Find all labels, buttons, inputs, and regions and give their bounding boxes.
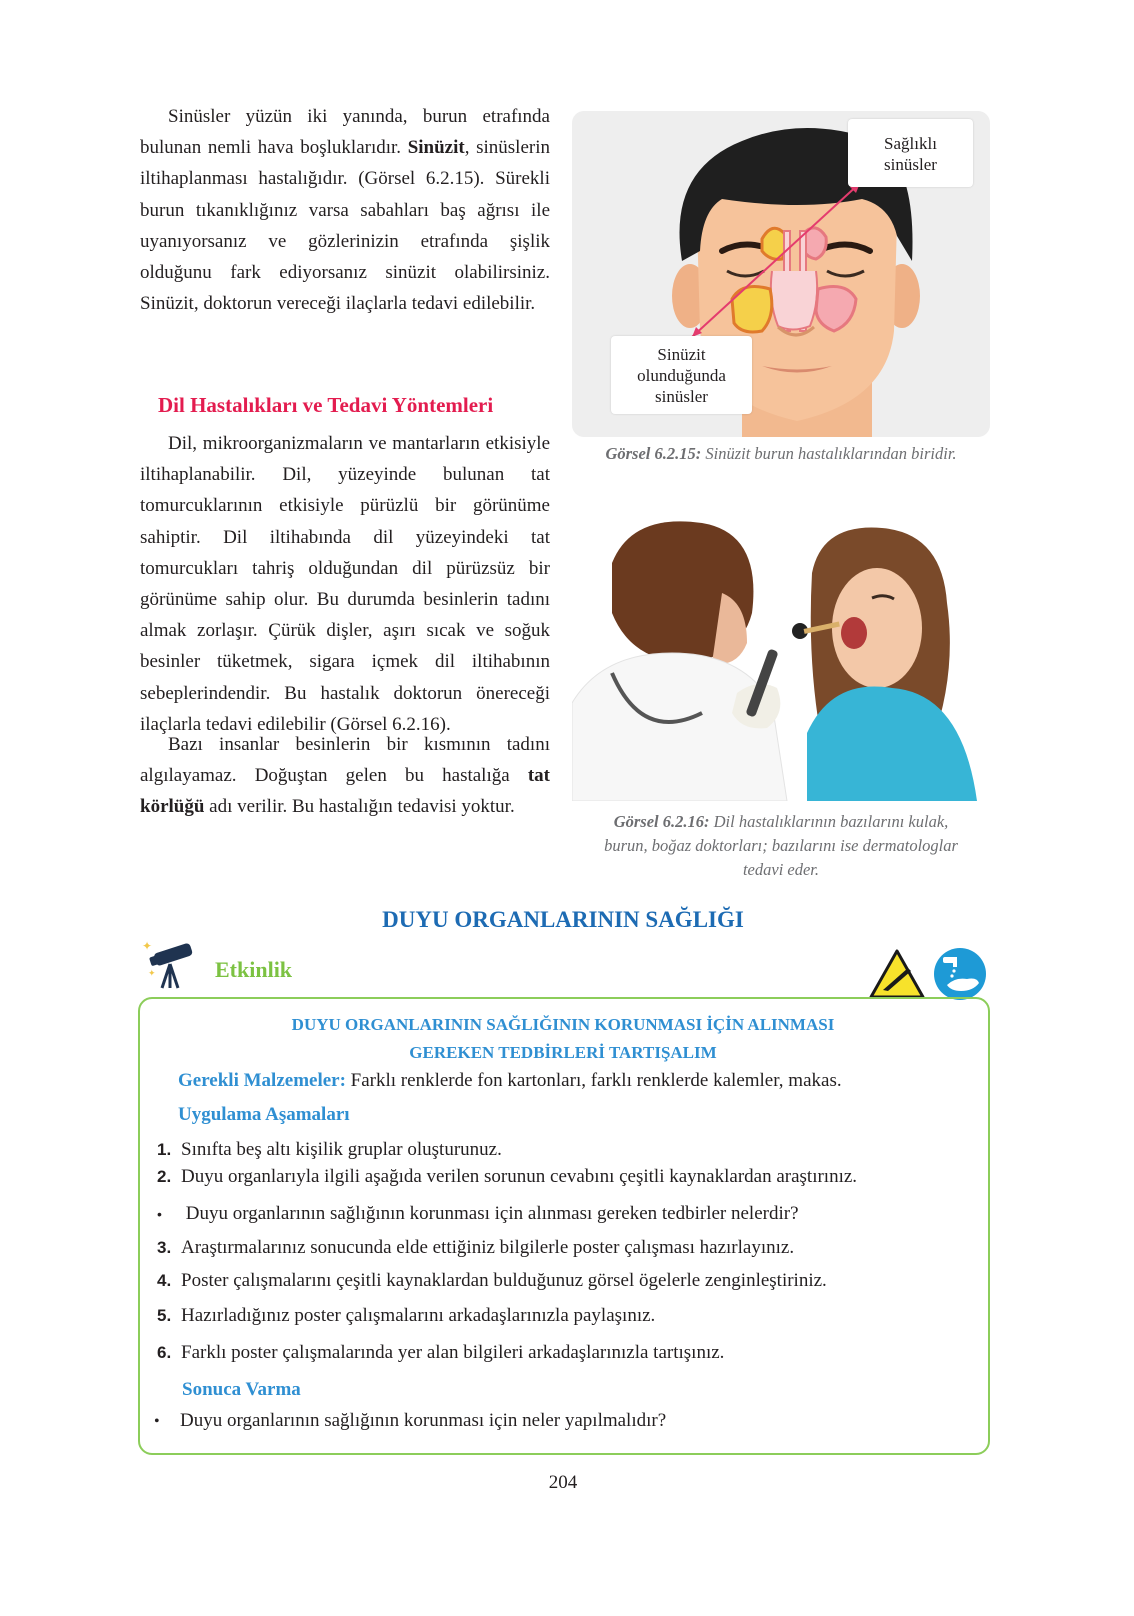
step-6: 6. Farklı poster çalışmalarında yer alan bilgileri arkadaşlarınızla tartışınız. xyxy=(157,1342,725,1363)
step-question: • Duyu organlarının sağlığının korunması için alınması gereken tedbirler nelerdir? xyxy=(157,1203,799,1224)
doctor-exam-drawing xyxy=(572,503,982,801)
tongue-diseases-heading: Dil Hastalıkları ve Tedavi Yöntemleri xyxy=(158,393,494,417)
sinusitis-sinuses-label: Sinüzit olunduğunda sinüsler xyxy=(611,336,752,414)
svg-text:✦: ✦ xyxy=(148,969,156,979)
doctor-exam-photo xyxy=(572,503,982,801)
conclusion-question: • Duyu organlarının sağlığının korunması için neler yapılmalıdır? xyxy=(154,1410,667,1431)
svg-text:✦: ✦ xyxy=(142,939,153,953)
figure-6-2-15-caption: Görsel 6.2.15: Sinüzit burun hastalıklarından biridir. xyxy=(605,444,957,463)
materials-line: Gerekli Malzemeler: Farklı renklerde fon kartonları, farklı renklerde kalemler, makas. xyxy=(178,1070,842,1091)
activity-title: DUYU ORGANLARININ SAĞLIĞININ KORUNMASI İÇİN ALINMASI GEREKEN TEDBİRLERİ TARTIŞALIM xyxy=(291,1015,835,1062)
step-2: 2. Duyu organlarıyla ilgili aşağıda verilen sorunun cevabını çeşitli kaynaklardan araştırınız. xyxy=(157,1166,858,1187)
section-title: DUYU ORGANLARININ SAĞLIĞI xyxy=(382,907,744,932)
conclusion-heading: Sonuca Varma xyxy=(182,1379,301,1400)
page-number: 204 xyxy=(548,1472,578,1493)
sinusitis-paragraph: Sinüsler yüzün iki yanında, burun etrafında bulunan nemli hava boşluklarıdır. Sinüzit, sinüslerin iltihaplanması hastalığıdır. (Görsel 6.2.15). Sürekli burun tıkanıklığınız varsa sabahları baş ağrısı ile uyanıyorsanız ve gözlerinizin etrafında şişlik olduğunu fark ediyorsanız sinüzit olabilirsiniz. Sinüzit, doktorun vereceği ilaçlarla tedavi edilebilir. xyxy=(140,106,550,315)
step-4: 4. Poster çalışmalarını çeşitli kaynaklardan bulduğunuz görsel ögelerle zenginleştiriniz. xyxy=(157,1270,827,1291)
steps-heading: Uygulama Aşamaları xyxy=(178,1104,350,1125)
step-3: 3. Araştırmalarınız sonucunda elde ettiğiniz bilgilerle poster çalışması hazırlayınız. xyxy=(157,1237,795,1258)
wash-hands-icon xyxy=(933,947,987,1001)
healthy-sinuses-label: Sağlıklı sinüsler xyxy=(848,119,973,187)
taste-blindness-paragraph: Bazı insanlar besinlerin bir kısmının tadını algılayamaz. Doğuştan gelen bu hastalığa tat körlüğü adı verilir. Bu hastalığın tedavisi yoktur. xyxy=(140,734,550,818)
telescope-icon xyxy=(140,938,195,990)
step-1: 1. Sınıfta beş altı kişilik gruplar oluşturunuz. xyxy=(157,1139,502,1160)
figure-6-2-16-caption: Görsel 6.2.16: Dil hastalıklarının bazılarını kulak, burun, boğaz doktorları; bazılarını ise dermatologlar tedavi eder. xyxy=(604,812,958,879)
warning-sharp-icon xyxy=(868,948,926,1000)
activity-label: Etkinlik xyxy=(215,957,293,982)
tongue-paragraph: Dil, mikroorganizmaların ve mantarların etkisiyle iltihaplanabilir. Dil, yüzeyinde bulunan tat tomurcuklarının etkisiyle pürüzlü bir görünüme sahiptir. Dil iltihabında dil yüzeyindeki tat tomurcukları tahriş olduğundan dil pürüzsüz bir görünüme sahip olur. Bu durumda besinlerin tadını almak zorlaşır. Çürük dişler, aşırı sıcak ve soğuk besinler tüketmek, sigara içmek dil iltihabının sebeplerindendir. Bu hastalık doktorun önereceği ilaçlarla tedavi edilebilir (Görsel 6.2.16). xyxy=(140,433,550,735)
step-5: 5. Hazırladığınız poster çalışmalarını arkadaşlarınızla paylaşınız. xyxy=(157,1305,656,1326)
